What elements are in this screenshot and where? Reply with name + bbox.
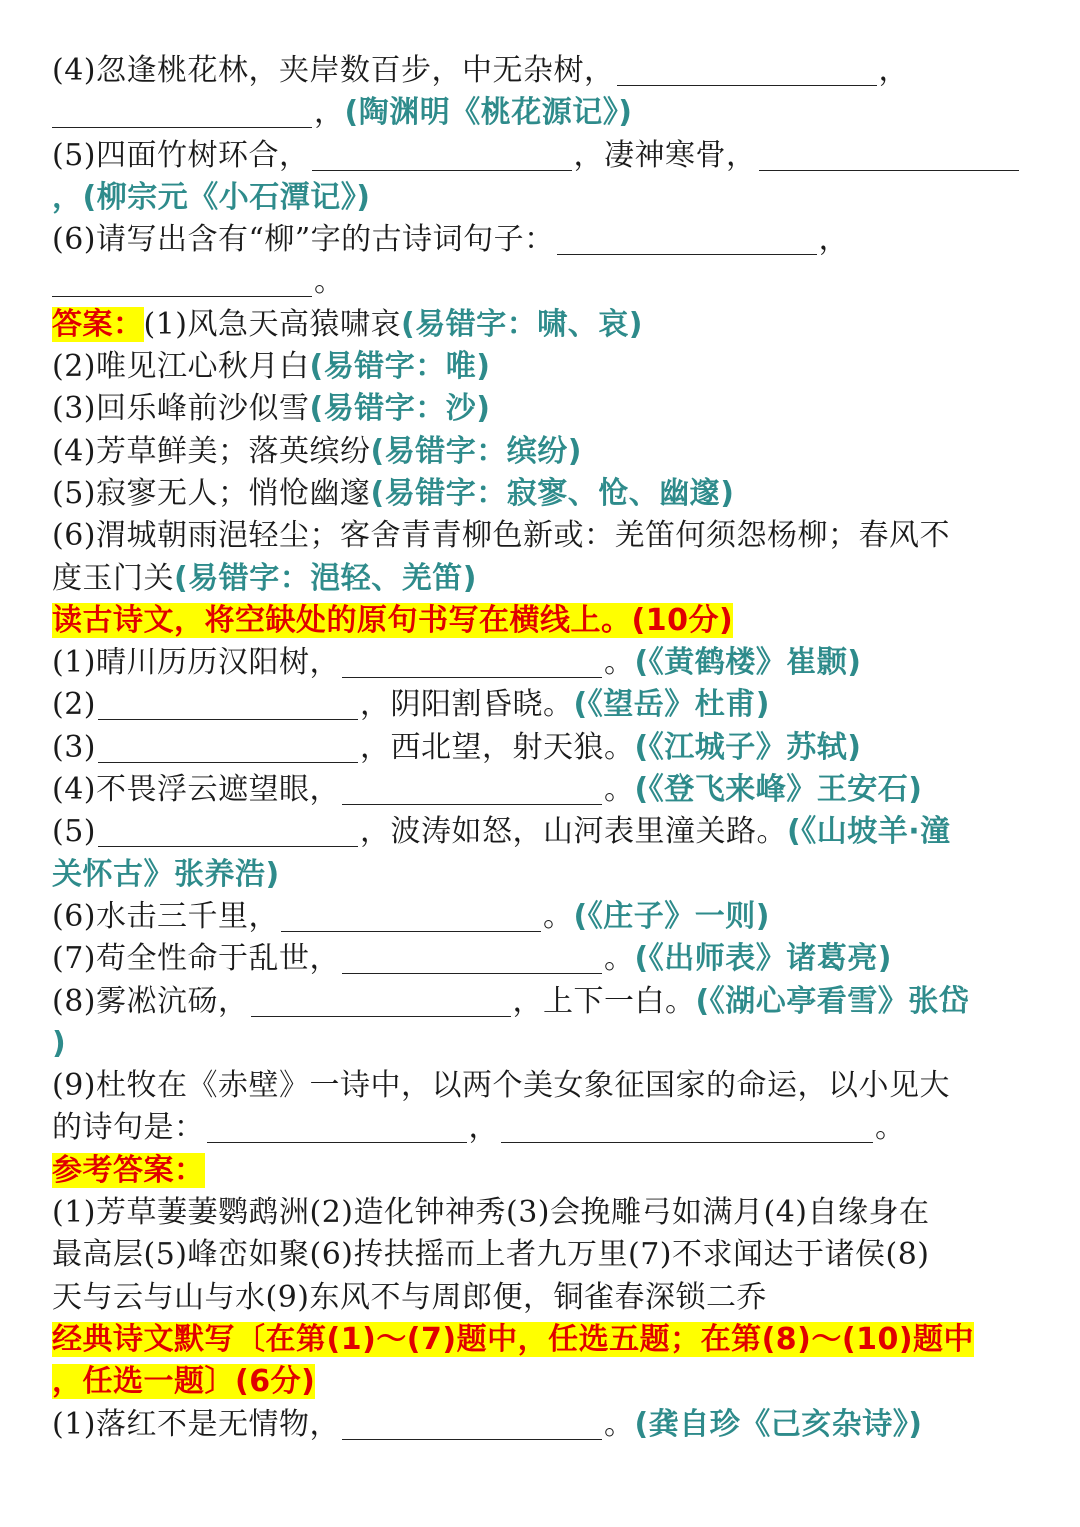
s2-q9: (9)杜牧在《赤壁》一诗中，以两个美女象征国家的命运，以小见大 (52, 1068, 950, 1104)
q4-line: (4)忽逢桃花林，夹岸数百步，中无杂树， ， (52, 53, 909, 88)
question-text: (4)忽逢桃花林，夹岸数百步，中无杂树， (52, 53, 615, 88)
s2-q8: (8)雾凇沆砀， ，上下一白。(《湖心亭看雪》张岱 (52, 983, 970, 1019)
q5-line: (5)四面竹树环合， ，凄神寒骨， (52, 135, 1040, 177)
error-note: (易错字：唯) (309, 349, 491, 385)
answer-blank[interactable] (759, 140, 1019, 171)
source-citation: (《黄鹤楼》崔颢) (634, 645, 862, 681)
answer-blank[interactable] (98, 816, 358, 847)
answer-blank[interactable] (98, 732, 358, 763)
s2-q7: (7)苟全性命于乱世， 。(《出师表》诸葛亮) (52, 941, 892, 977)
answer-blank[interactable] (281, 901, 541, 932)
error-note: (易错字：浥轻、羌笛) (174, 560, 477, 596)
answer-label: 答案： (52, 306, 144, 342)
section-heading: 读古诗文，将空缺处的原句书写在横线上。(10分) (52, 602, 734, 638)
question-text: (6)请写出含有“柳”字的古诗词句子： (52, 222, 555, 258)
source-citation: (《庄子》一则) (573, 898, 770, 934)
answer-blank[interactable] (342, 647, 602, 678)
error-note: (易错字：啸、哀) (401, 306, 643, 342)
source-citation: (《登飞来峰》王安石) (634, 772, 923, 808)
s2-q5: (5) ，波涛如怒，山河表里潼关路。(《山坡羊·潼 (52, 814, 951, 850)
answer-line-1: 答案：(1)风急天高猿啸哀(易错字：啸、哀) (52, 306, 643, 342)
error-note: (易错字：缤纷) (370, 433, 582, 469)
q6-line: (6)请写出含有“柳”字的古诗词句子： ， (52, 222, 850, 258)
answer-line-4: (4)芳草鲜美；落英缤纷(易错字：缤纷) (52, 433, 582, 469)
answer-blank[interactable] (52, 266, 312, 297)
answer-line-3: (3)回乐峰前沙似雪(易错字：沙) (52, 391, 491, 427)
source-citation: (《江城子》苏轼) (634, 729, 862, 765)
source-citation: (龚自珍《己亥杂诗》) (634, 1406, 923, 1442)
answer-blank[interactable] (557, 224, 817, 255)
s2-q6: (6)水击三千里， 。(《庄子》一则) (52, 898, 770, 934)
ref-answer-line-3: 天与云与山与水(9)东风不与周郎便，铜雀春深锁二乔 (52, 1279, 767, 1315)
source-citation: (《湖心亭看雪》张岱 (695, 983, 970, 1019)
answer-line-2: (2)唯见江心秋月白(易错字：唯) (52, 349, 491, 385)
q4-line-2: ，(陶渊明《桃花源记》) (52, 92, 1040, 134)
answer-line-6: (6)渭城朝雨浥轻尘；客舍青青柳色新或：羌笛何须怨杨柳；春风不 (52, 518, 950, 554)
answer-blank[interactable] (501, 1112, 873, 1143)
answer-blank[interactable] (617, 55, 877, 86)
error-note: (易错字：沙) (309, 391, 491, 427)
answer-blank[interactable] (312, 140, 572, 171)
s2-q5-2 (52, 854, 1040, 896)
answer-blank[interactable] (52, 97, 312, 128)
error-note: (易错字：寂寥、怆、幽邃) (370, 475, 735, 511)
source-citation: (《山坡羊·潼 (787, 814, 951, 850)
question-text: (5)四面竹树环合， (52, 137, 310, 173)
section-heading: 经典诗文默写〔在第(1)～(7)题中，任选五题；在第(8)～(10)题中 (52, 1321, 975, 1357)
s2-q9-2: 的诗句是： ， 。 (52, 1110, 906, 1146)
source-citation: (陶渊明《桃花源记》) (344, 95, 633, 131)
answer-blank[interactable] (342, 943, 602, 974)
section-heading: ，任选一题〕(6分) (52, 1364, 316, 1400)
answer-line-5: (5)寂寥无人；悄怆幽邃(易错字：寂寥、怆、幽邃) (52, 475, 735, 511)
source-citation: ，(柳宗元《小石潭记》) (52, 179, 371, 215)
s2-q8-2 (52, 1023, 1040, 1065)
source-citation: ) (52, 1025, 67, 1061)
s2-q2: (2) ，阴阳割昏晓。(《望岳》杜甫) (52, 687, 770, 723)
section-3-heading-line-2 (52, 1361, 1040, 1403)
s3-q1: (1)落红不是无情物， 。(龚自珍《己亥杂诗》) (52, 1406, 923, 1442)
ref-answer-line-2: 最高层(5)峰峦如聚(6)抟扶摇而上者九万里(7)不求闻达于诸侯(8) (52, 1237, 930, 1273)
q5-line-2 (52, 177, 1040, 219)
answer-blank[interactable] (342, 774, 602, 805)
source-citation: (《出师表》诸葛亮) (634, 941, 892, 977)
source-citation: (《望岳》杜甫) (573, 687, 770, 723)
source-citation: 关怀古》张养浩) (52, 856, 280, 892)
answer-blank[interactable] (98, 689, 358, 720)
s2-q4: (4)不畏浮云遮望眼， 。(《登飞来峰》王安石) (52, 772, 923, 808)
q6-line-2: 。 (52, 261, 1040, 303)
section-3-heading-line (52, 1319, 1040, 1361)
answer-blank[interactable] (342, 1409, 602, 1440)
s2-q3: (3) ，西北望，射天狼。(《江城子》苏轼) (52, 729, 862, 765)
ref-answer-heading-line (52, 1150, 1040, 1192)
answer-blank[interactable] (251, 986, 511, 1017)
answer-line-7: 度玉门关(易错字：浥轻、羌笛) (52, 560, 477, 596)
section-2-heading-line (52, 600, 1040, 642)
answer-label: 参考答案： (52, 1152, 205, 1188)
s2-q1: (1)晴川历历汉阳树， 。(《黄鹤楼》崔颢) (52, 645, 862, 681)
answer-blank[interactable] (207, 1112, 467, 1143)
ref-answer-line-1: (1)芳草萋萋鹦鹉洲(2)造化钟神秀(3)会挽雕弓如满月(4)自缘身在 (52, 1195, 930, 1231)
